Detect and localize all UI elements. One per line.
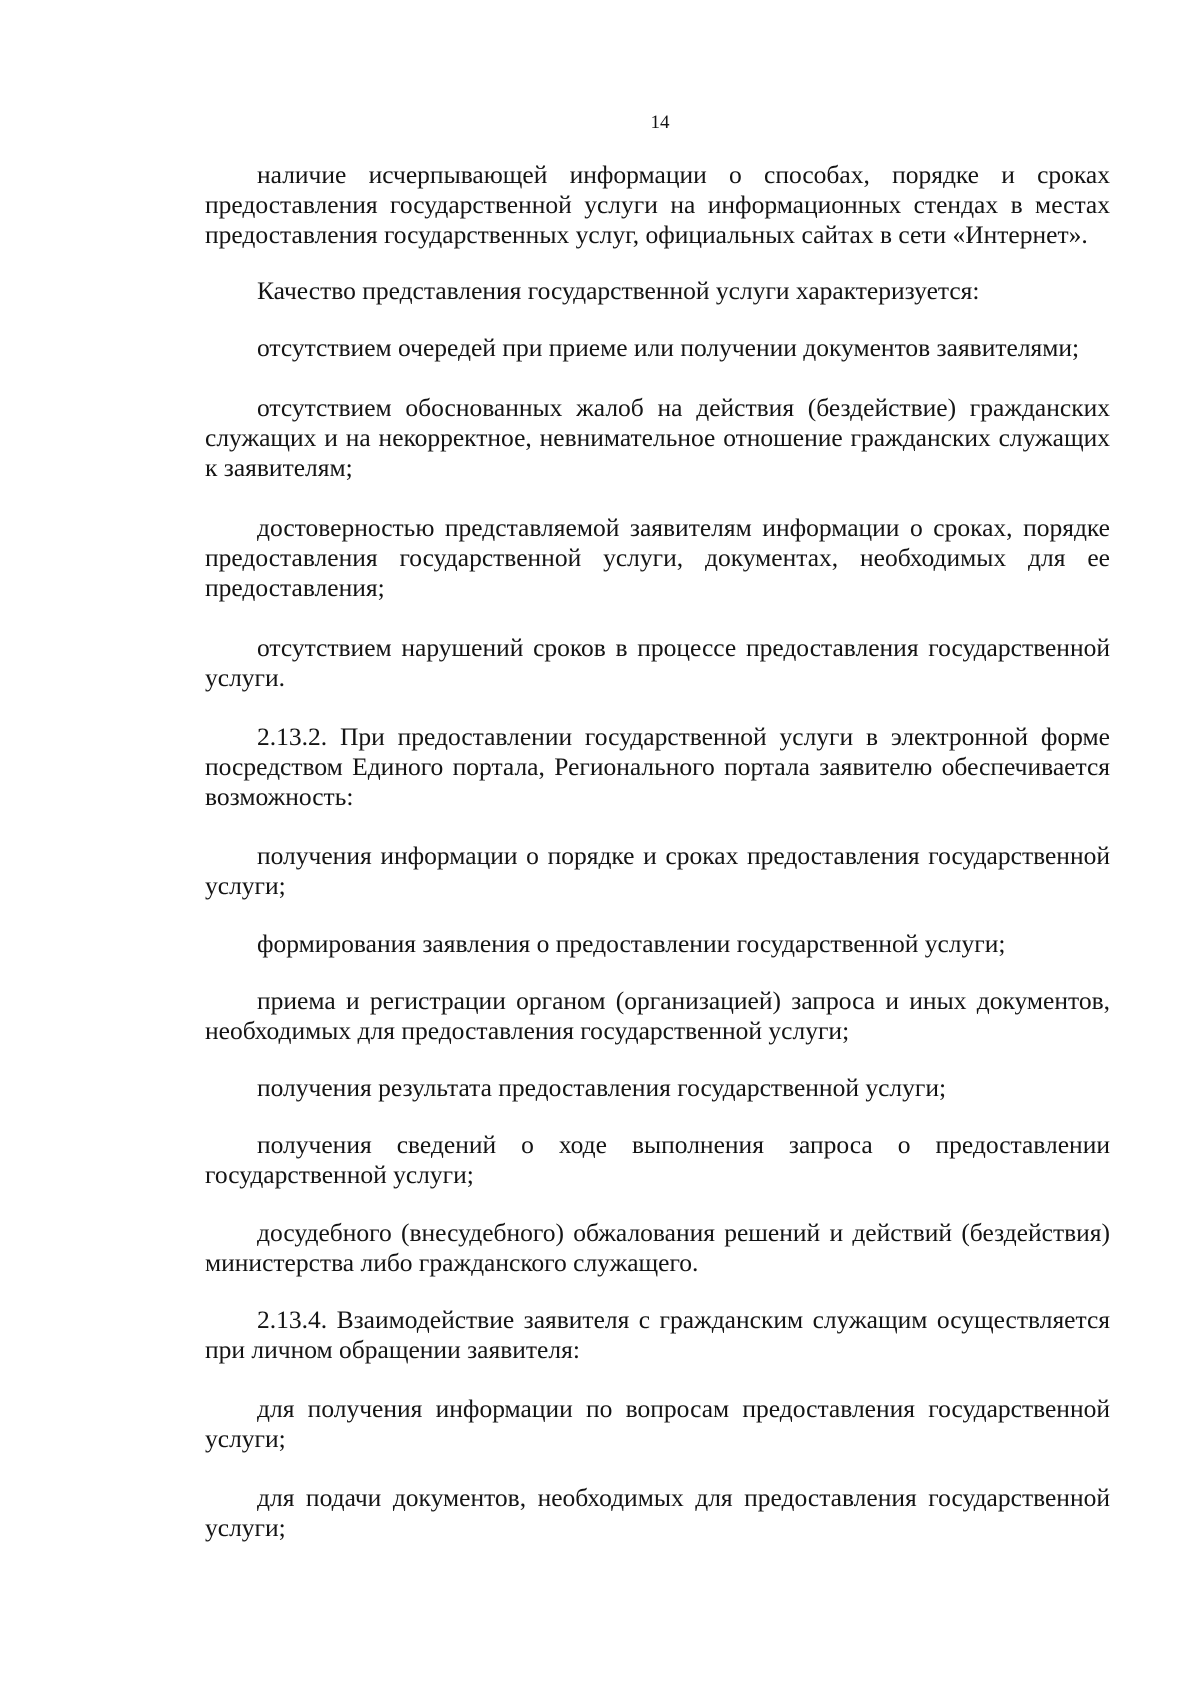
paragraph-no-complaints: отсутствием обоснованных жалоб на действия (бездействие) гражданских служащих и на некорректное, невнимательное отношение гражданских служащих к заявителям;	[205, 393, 1110, 482]
paragraph-reliability: достоверностью представляемой заявителям информации о сроках, порядке предоставления государственной услуги, документах, необходимых для ее предоставления;	[205, 513, 1110, 602]
page-number: 14	[650, 112, 670, 133]
paragraph-information-questions: для получения информации по вопросам предоставления государственной услуги;	[205, 1394, 1110, 1453]
paragraph-no-deadline-violations: отсутствием нарушений сроков в процессе предоставления государственной услуги.	[205, 633, 1110, 692]
paragraph-request-status: получения сведений о ходе выполнения запроса о предоставлении государственной услуги;	[205, 1130, 1110, 1189]
paragraph-obtaining-result: получения результата предоставления государственной услуги;	[257, 1073, 947, 1102]
paragraph-information-availability: наличие исчерпывающей информации о способах, порядке и сроках предоставления государственной услуги на информационных стендах в местах предоставления государственных услуг, официальных сайтах в сети «Интернет».	[205, 160, 1110, 249]
paragraph-section-2-13-4: 2.13.4. Взаимодействие заявителя с гражданским служащим осуществляется при личном обращении заявителя:	[205, 1305, 1110, 1364]
paragraph-pretrial-appeal: досудебного (внесудебного) обжалования решений и действий (бездействия) министерства либо гражданского служащего.	[205, 1218, 1110, 1277]
paragraph-no-queues: отсутствием очередей при приеме или получении документов заявителями;	[257, 333, 1080, 362]
paragraph-request-registration: приема и регистрации органом (организацией) запроса и иных документов, необходимых для предоставления государственной услуги;	[205, 986, 1110, 1045]
document-body	[205, 160, 1110, 1543]
paragraph-application-forming: формирования заявления о предоставлении государственной услуги;	[257, 929, 1006, 958]
paragraph-document-submission: для подачи документов, необходимых для предоставления государственной услуги;	[205, 1483, 1110, 1542]
paragraph-section-2-13-2: 2.13.2. При предоставлении государственной услуги в электронной форме посредством Единого портала, Регионального портала заявителю обеспечивается возможность:	[205, 722, 1110, 811]
paragraph-obtaining-information: получения информации о порядке и сроках предоставления государственной услуги;	[205, 841, 1110, 900]
paragraph-quality-intro: Качество представления государственной услуги характеризуется:	[257, 276, 980, 305]
